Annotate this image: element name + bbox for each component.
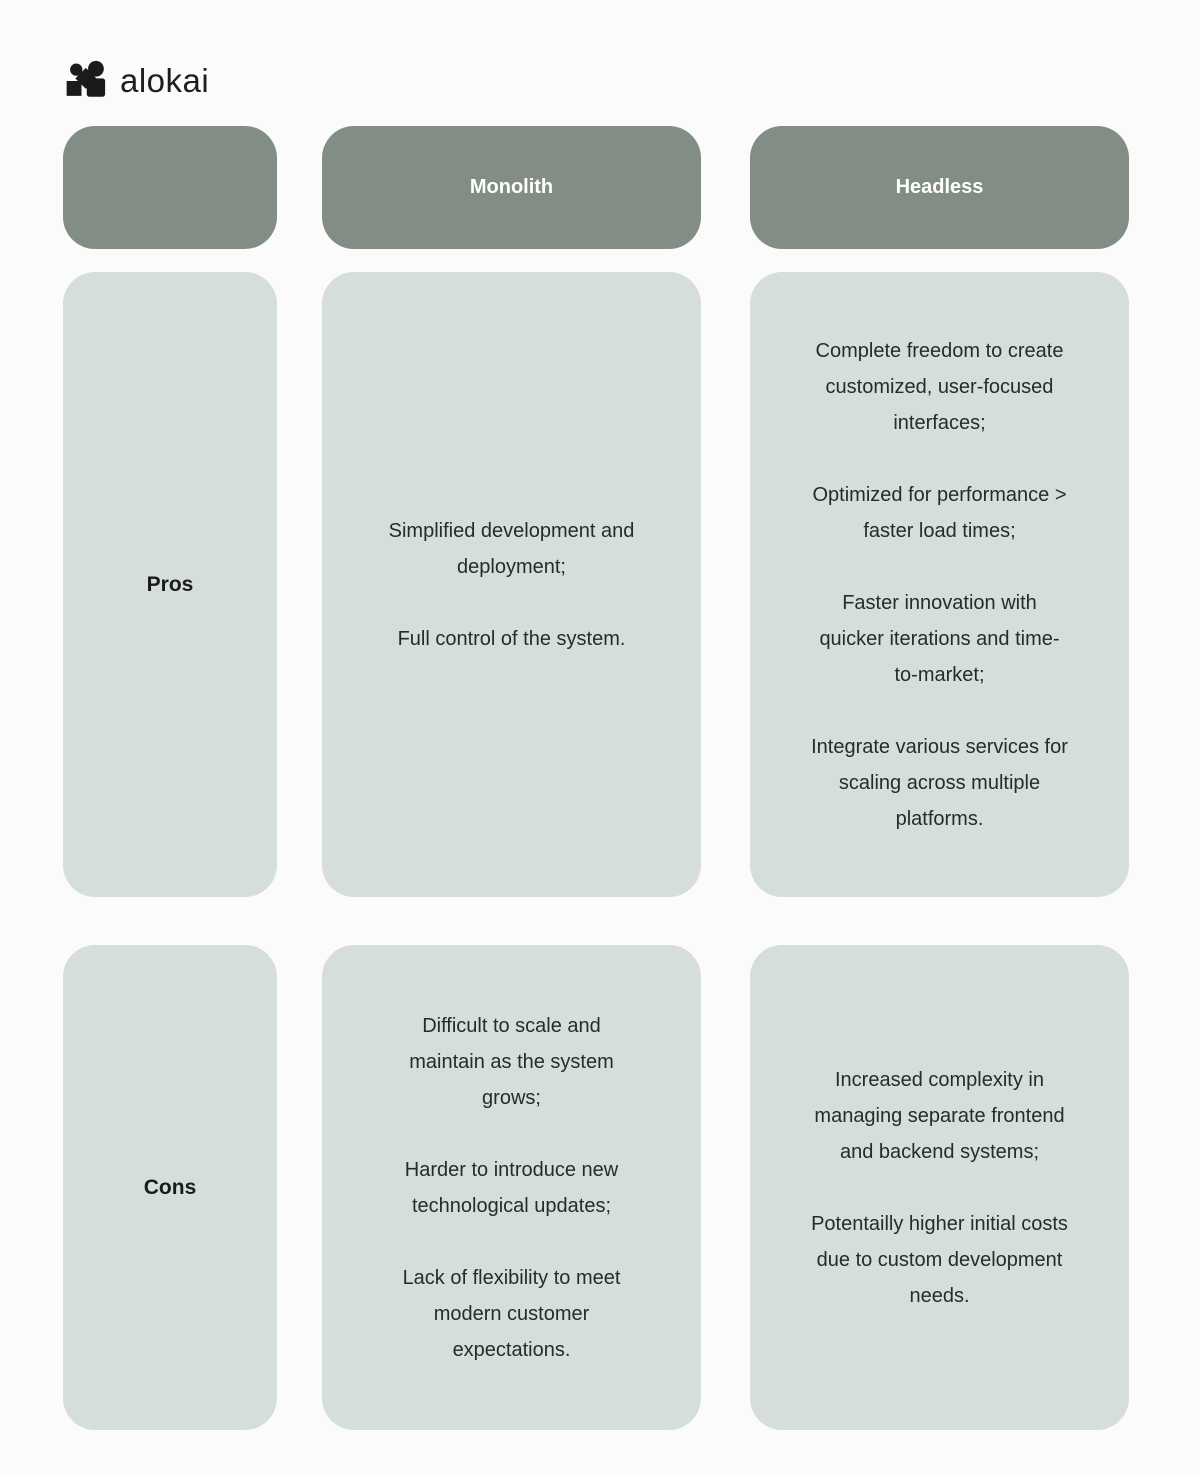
header-headless-label: Headless — [895, 176, 984, 198]
cons-row-label: Cons — [143, 1175, 197, 1199]
headless-pros-cell — [750, 272, 1129, 897]
monolith-pros-item: Full control of the system. — [397, 627, 626, 650]
headless-pros-item: Integrate various services for scaling across multiple platforms. — [811, 735, 1068, 830]
monolith-cons-item: Harder to introduce new technological updates; — [404, 1158, 619, 1217]
header-headless-cell — [750, 126, 1129, 249]
headless-cons-cell — [750, 945, 1129, 1430]
header-corner-cell — [63, 126, 277, 249]
brand-name: alokai — [120, 62, 210, 99]
headless-pros-item: Complete freedom to create customized, user-focused interfaces; — [815, 339, 1064, 434]
pros-row-label-cell — [63, 272, 277, 897]
headless-pros-item: Faster innovation with quicker iterations and time-to-market; — [819, 591, 1060, 686]
brand-header — [63, 60, 1129, 102]
monolith-cons-item: Difficult to scale and maintain as the system grows; — [409, 1014, 614, 1109]
pros-row-label: Pros — [146, 572, 194, 596]
pros-row — [63, 272, 1129, 897]
comparison-table — [63, 126, 1129, 1430]
cons-row — [63, 945, 1129, 1430]
cons-row-label-cell — [63, 945, 277, 1430]
headless-cons-item: Increased complexity in managing separate frontend and backend systems; — [814, 1068, 1065, 1163]
monolith-cons-cell — [322, 945, 701, 1430]
header-monolith-label: Monolith — [469, 176, 554, 198]
monolith-cons-item: Lack of flexibility to meet modern customer expectations. — [402, 1266, 621, 1361]
monolith-pros-cell — [322, 272, 701, 897]
header-monolith-cell — [322, 126, 701, 249]
headless-pros-item: Optimized for performance > faster load times; — [812, 483, 1067, 542]
headless-cons-item: Potentailly higher initial costs due to custom development needs. — [811, 1212, 1068, 1307]
header-row — [63, 126, 1129, 249]
alokai-logo-icon — [63, 60, 107, 102]
monolith-pros-item: Simplified development and deployment; — [388, 519, 635, 578]
